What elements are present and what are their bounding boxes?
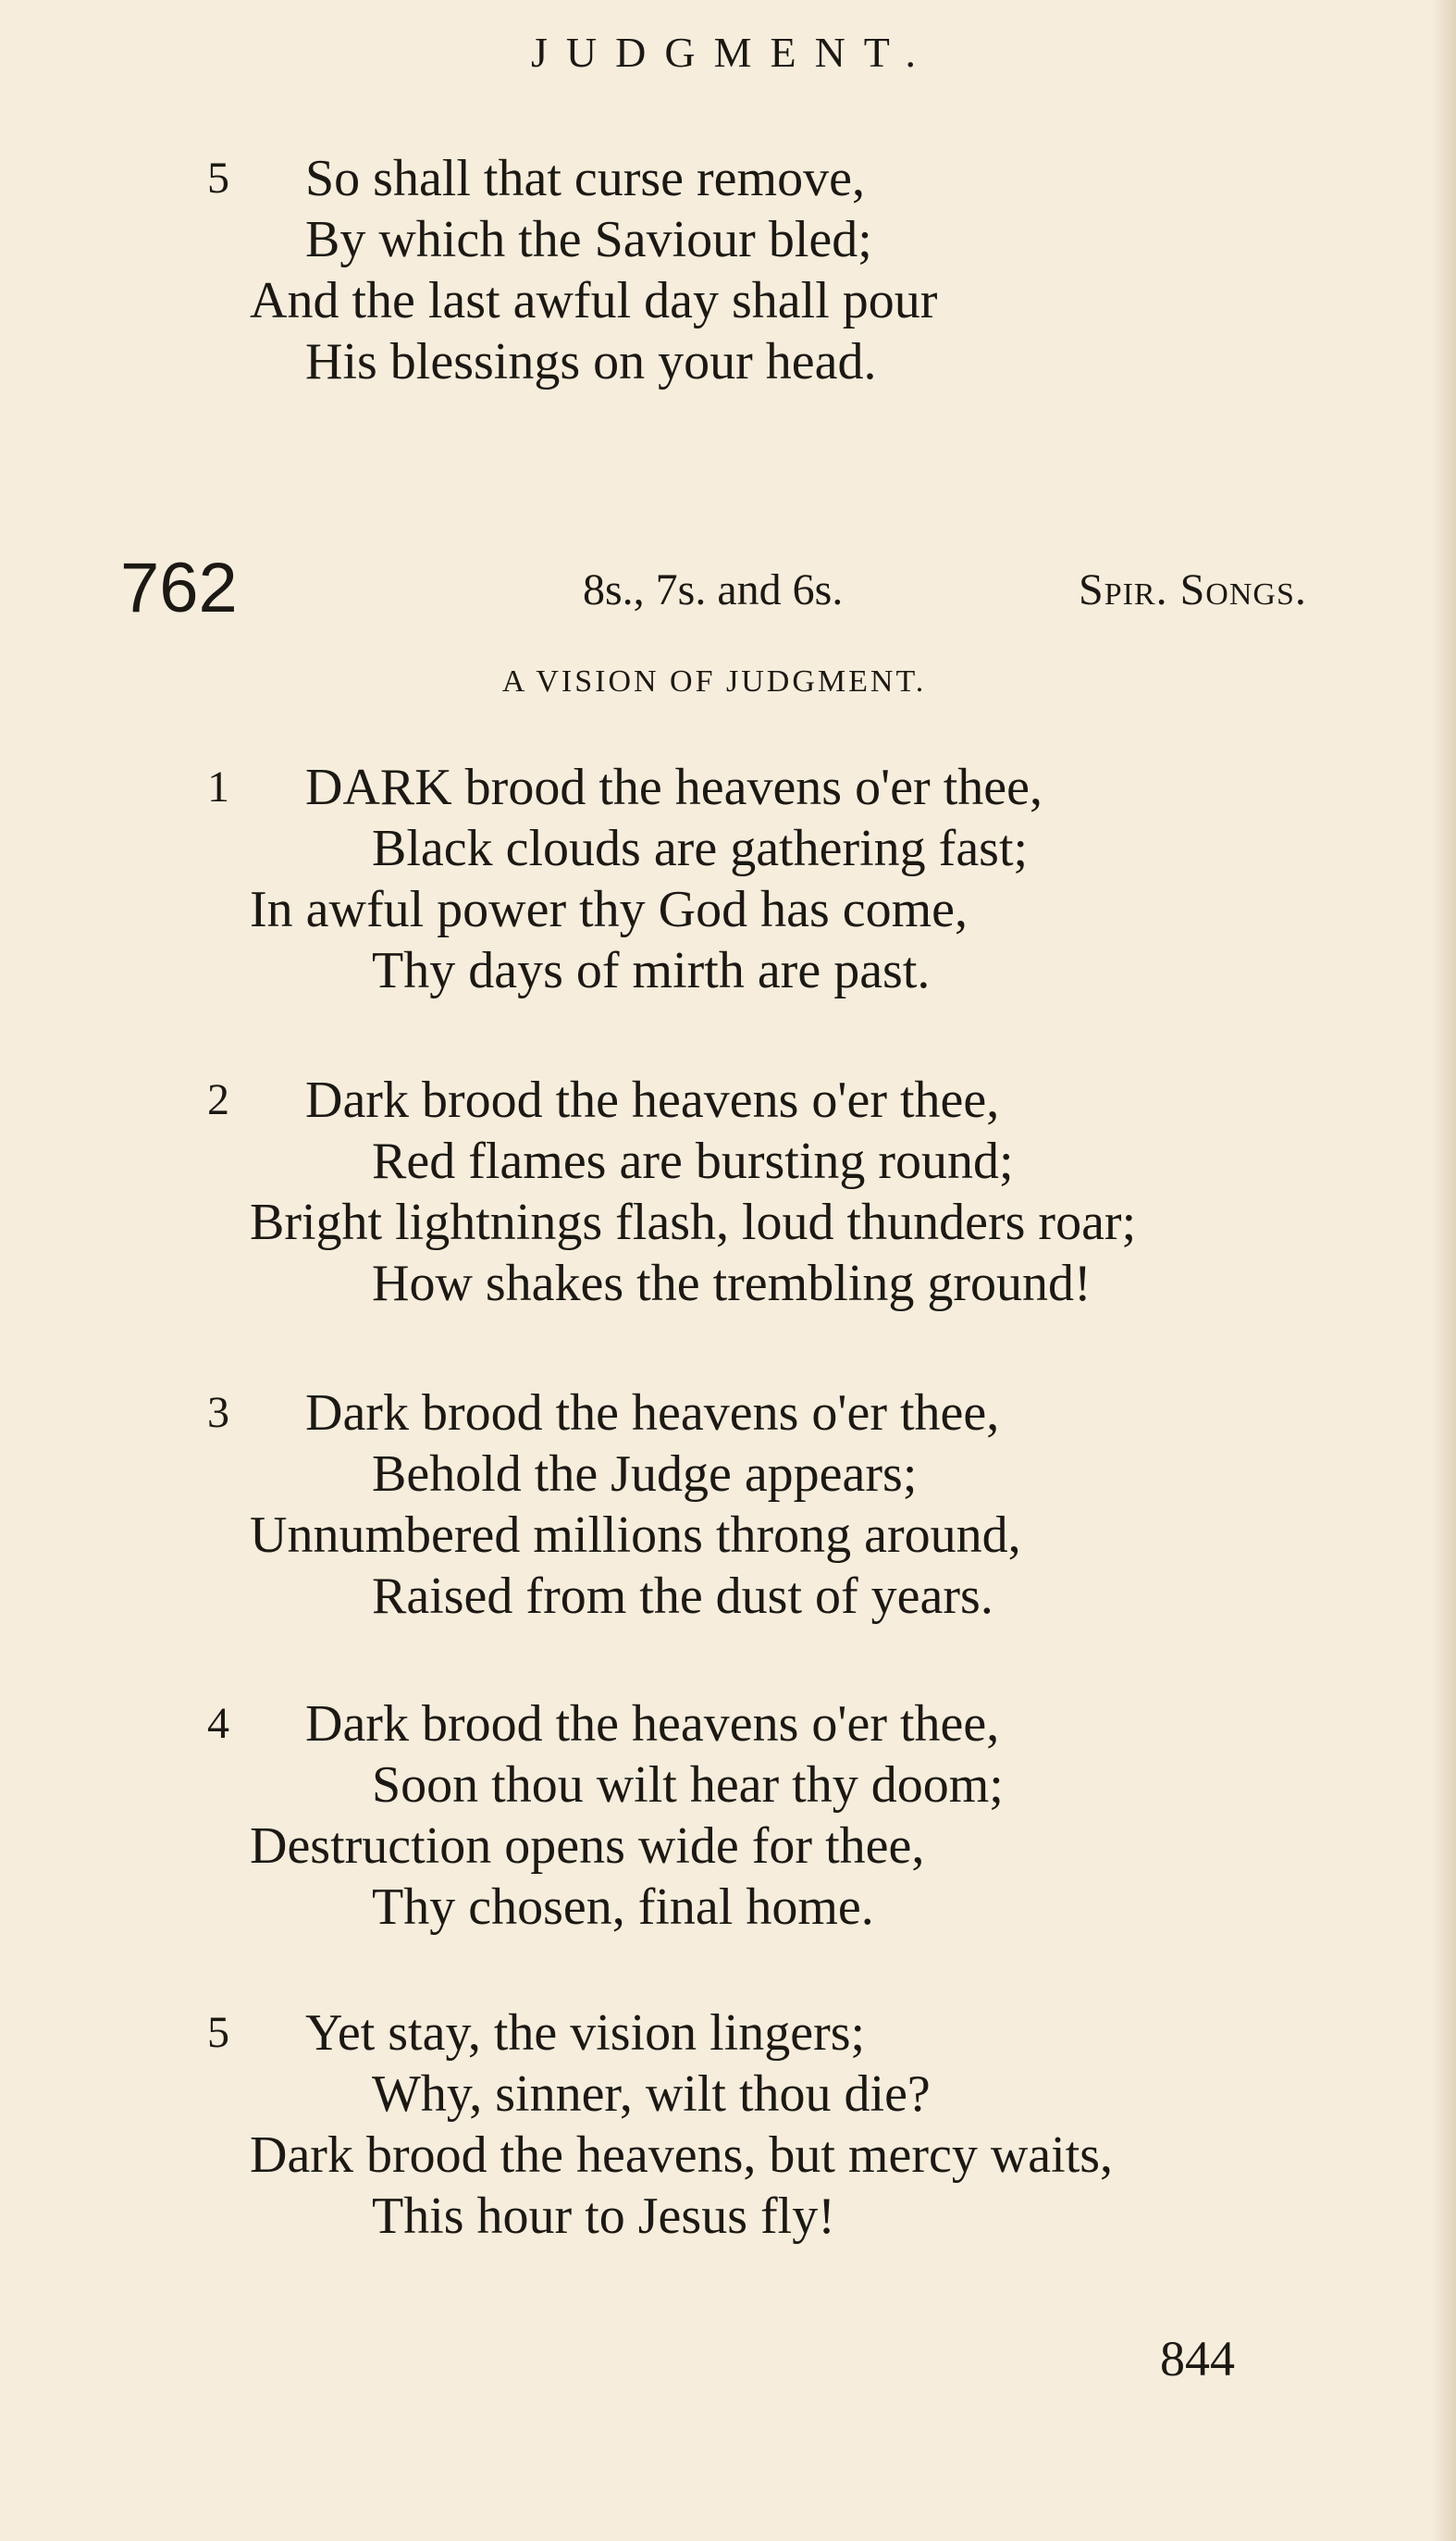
stanza-3 — [207, 1382, 1021, 1627]
stanza-line: 1 DARK brood the heavens o'er thee, — [207, 759, 1043, 816]
stanza-line: Soon thou wilt hear thy doom; — [372, 1756, 1004, 1814]
stanza-number: 5 — [207, 154, 229, 203]
stanza-line: And the last awful day shall pour — [250, 272, 938, 329]
stanza-line: 5 So shall that curse remove, — [207, 150, 865, 207]
stanza-line: Dark brood the heavens, but mercy waits, — [250, 2126, 1114, 2184]
hymn-header — [120, 549, 1415, 627]
stanza-number: 3 — [207, 1388, 229, 1437]
page-edge-shadow — [1432, 0, 1456, 2541]
stanza-line: Raised from the dust of years. — [372, 1568, 993, 1625]
stanza-number: 4 — [207, 1699, 229, 1748]
stanza-4 — [207, 1693, 1004, 1938]
stanza-2 — [207, 1070, 1137, 1314]
stanza-line: Why, sinner, wilt thou die? — [372, 2065, 931, 2123]
stanza-line: Thy days of mirth are past. — [372, 942, 931, 999]
stanza-number: 2 — [207, 1075, 229, 1124]
stanza-line: In awful power thy God has come, — [250, 881, 969, 938]
previous-hymn-stanza — [207, 148, 938, 392]
stanza-line: Unnumbered millions throng around, — [250, 1506, 1021, 1564]
stanza-line: Red flames are bursting round; — [372, 1133, 1014, 1190]
stanza-line: By which the Saviour bled; — [305, 211, 872, 268]
stanza-line: Destruction opens wide for thee, — [250, 1817, 925, 1875]
stanza-line: His blessings on your head. — [305, 333, 877, 390]
stanza-line: This hour to Jesus fly! — [372, 2188, 835, 2245]
stanza-line: Bright lightnings flash, loud thunders roar; — [250, 1194, 1137, 1251]
stanza-number: 1 — [207, 762, 229, 812]
stanza-line: Black clouds are gathering fast; — [372, 820, 1029, 877]
hymn-title: A VISION OF JUDGMENT. — [501, 664, 927, 699]
stanza-line: Thy chosen, final home. — [372, 1878, 874, 1936]
running-head: JUDGMENT. — [531, 29, 934, 76]
stanza-line: 2 Dark brood the heavens o'er thee, — [207, 1072, 1000, 1129]
stanza-line: 3 Dark brood the heavens o'er thee, — [207, 1384, 1000, 1442]
hymn-number: 762 — [120, 549, 238, 627]
stanza-5 — [207, 2002, 1114, 2247]
stanza-line: How shakes the trembling ground! — [372, 1255, 1092, 1312]
stanza-number: 5 — [207, 2008, 229, 2057]
hymn-tune: Spir. Songs. — [1079, 565, 1307, 614]
hymn-meter: 8s., 7s. and 6s. — [583, 565, 844, 614]
stanza-1 — [207, 757, 1043, 1001]
stanza-line: Behold the Judge appears; — [372, 1445, 918, 1503]
stanza-line: 5 Yet stay, the vision lingers; — [207, 2004, 866, 2062]
stanza-line: 4 Dark brood the heavens o'er thee, — [207, 1695, 1000, 1753]
page-number: 844 — [1160, 2331, 1235, 2386]
